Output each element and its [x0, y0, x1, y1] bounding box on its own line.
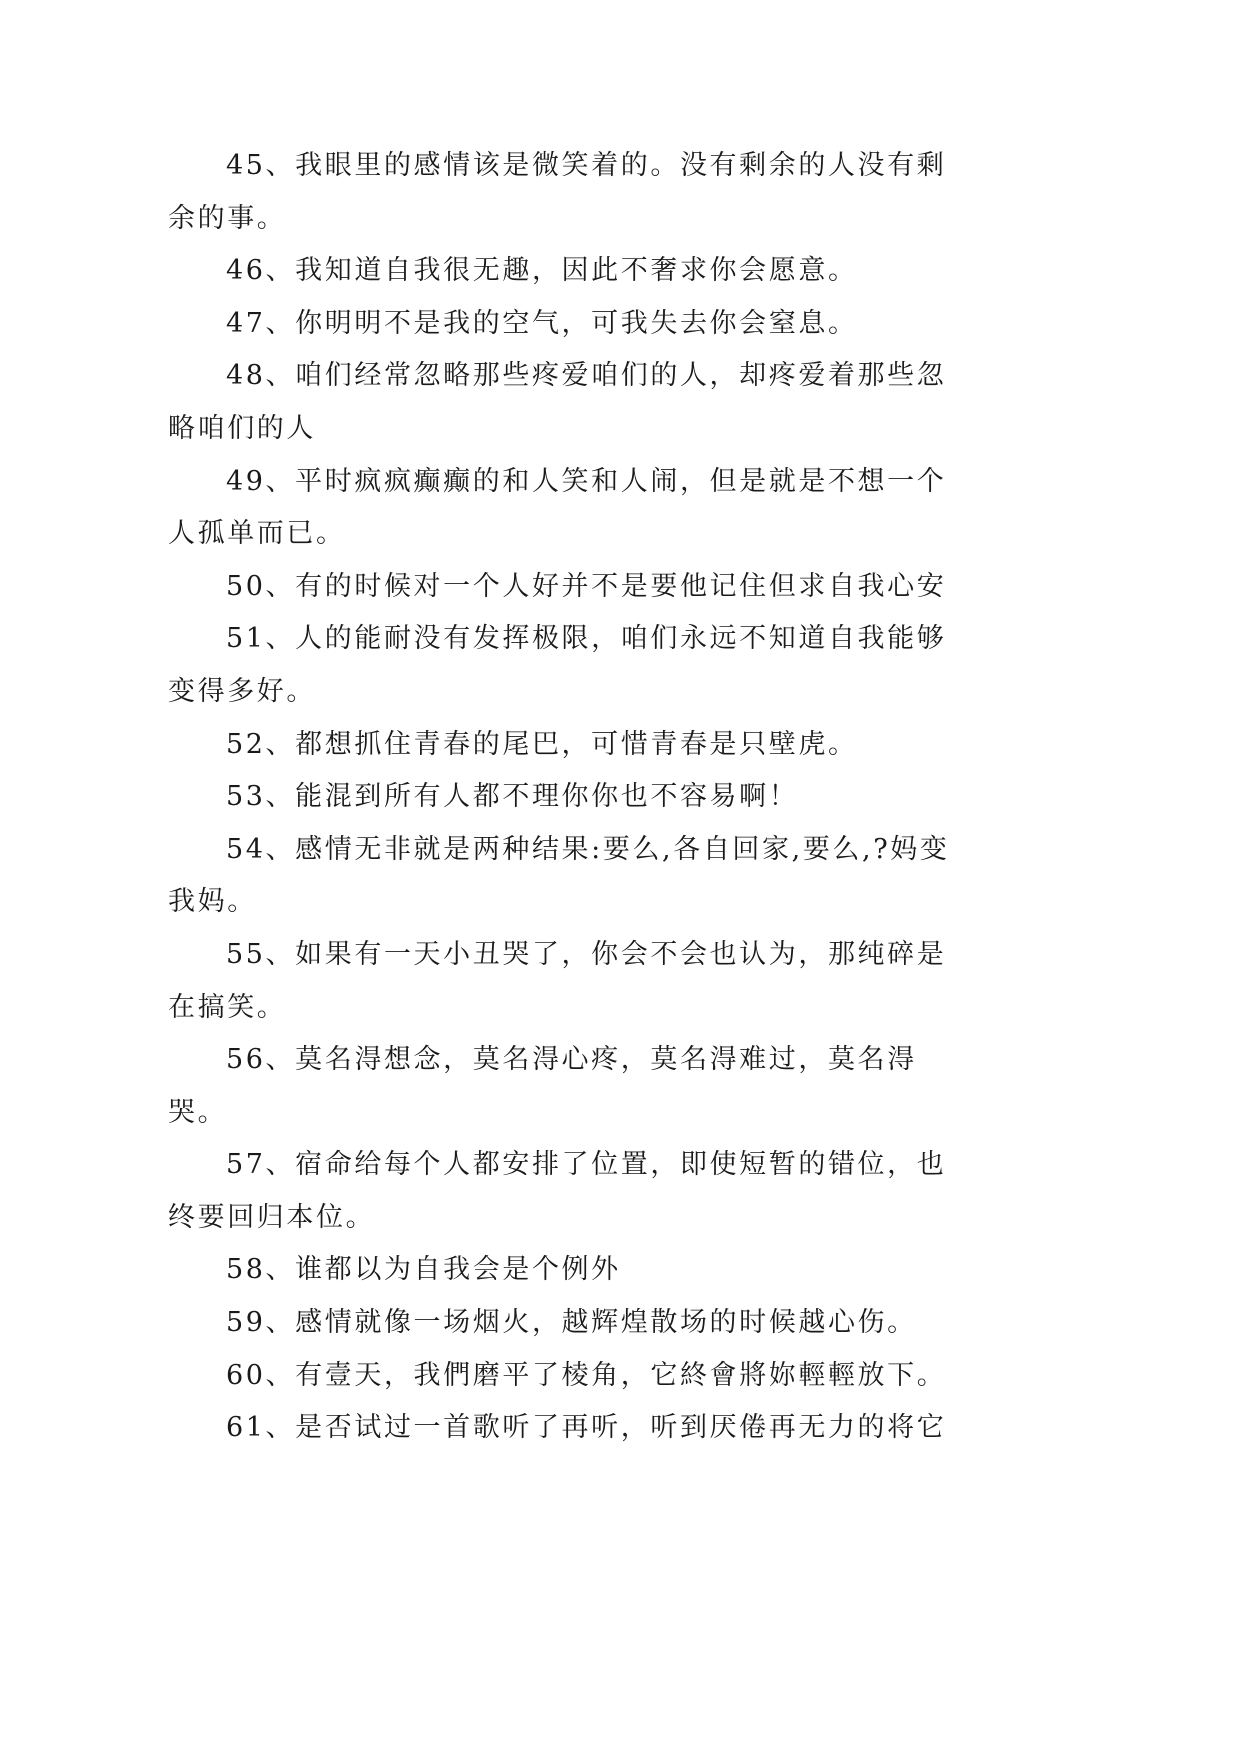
paragraph-52: 52、都想抓住青春的尾巴，可惜青春是只壁虎。 — [226, 728, 858, 760]
paragraph-47: 47、你明明不是我的空气，可我失去你会窒息。 — [226, 307, 858, 339]
paragraph-46: 46、我知道自我很无趣，因此不奢求你会愿意。 — [226, 255, 858, 287]
paragraph-60: 60、有壹天，我們磨平了棱角，它終會將妳輕輕放下。 — [226, 1359, 947, 1391]
paragraph-45: 45、我眼里的感情该是微笑着的。没有剩余的人没有剩余的事。 — [168, 150, 947, 234]
paragraph-61: 61、是否试过一首歌听了再听，听到厌倦再无力的将它 — [226, 1412, 947, 1444]
paragraph-49: 49、平时疯疯癫癫的和人笑和人闹，但是就是不想一个人孤单而已。 — [168, 465, 947, 550]
paragraph-55: 55、如果有一天小丑哭了，你会不会也认为，那纯碎是在搞笑。 — [168, 938, 947, 1023]
document-body — [168, 140, 960, 1455]
paragraph-56: 56、莫名淂想念，莫名淂心疼，莫名淂难过，莫名淂哭。 — [168, 1044, 917, 1128]
paragraph-50: 50、有的时候对一个人好并不是要他记住但求自我心安 — [226, 570, 947, 602]
paragraph-58: 58、谁都以为自我会是个例外 — [226, 1254, 621, 1286]
paragraph-59: 59、感情就像一场烟火，越辉煌散场的时候越心伤。 — [226, 1307, 917, 1339]
paragraph-54: 54、感情无非就是两种结果:要么,各自回家,要么,?妈变我妈。 — [168, 833, 950, 918]
paragraph-53: 53、能混到所有人都不理你你也不容易啊！ — [226, 781, 799, 813]
paragraph-57: 57、宿命给每个人都安排了位置，即使短暂的错位，也终要回归本位。 — [168, 1149, 947, 1233]
paragraph-51: 51、人的能耐没有发挥极限，咱们永远不知道自我能够变得多好。 — [168, 623, 947, 707]
paragraph-48: 48、咱们经常忽略那些疼爱咱们的人，却疼爱着那些忽略咱们的人 — [168, 360, 947, 444]
